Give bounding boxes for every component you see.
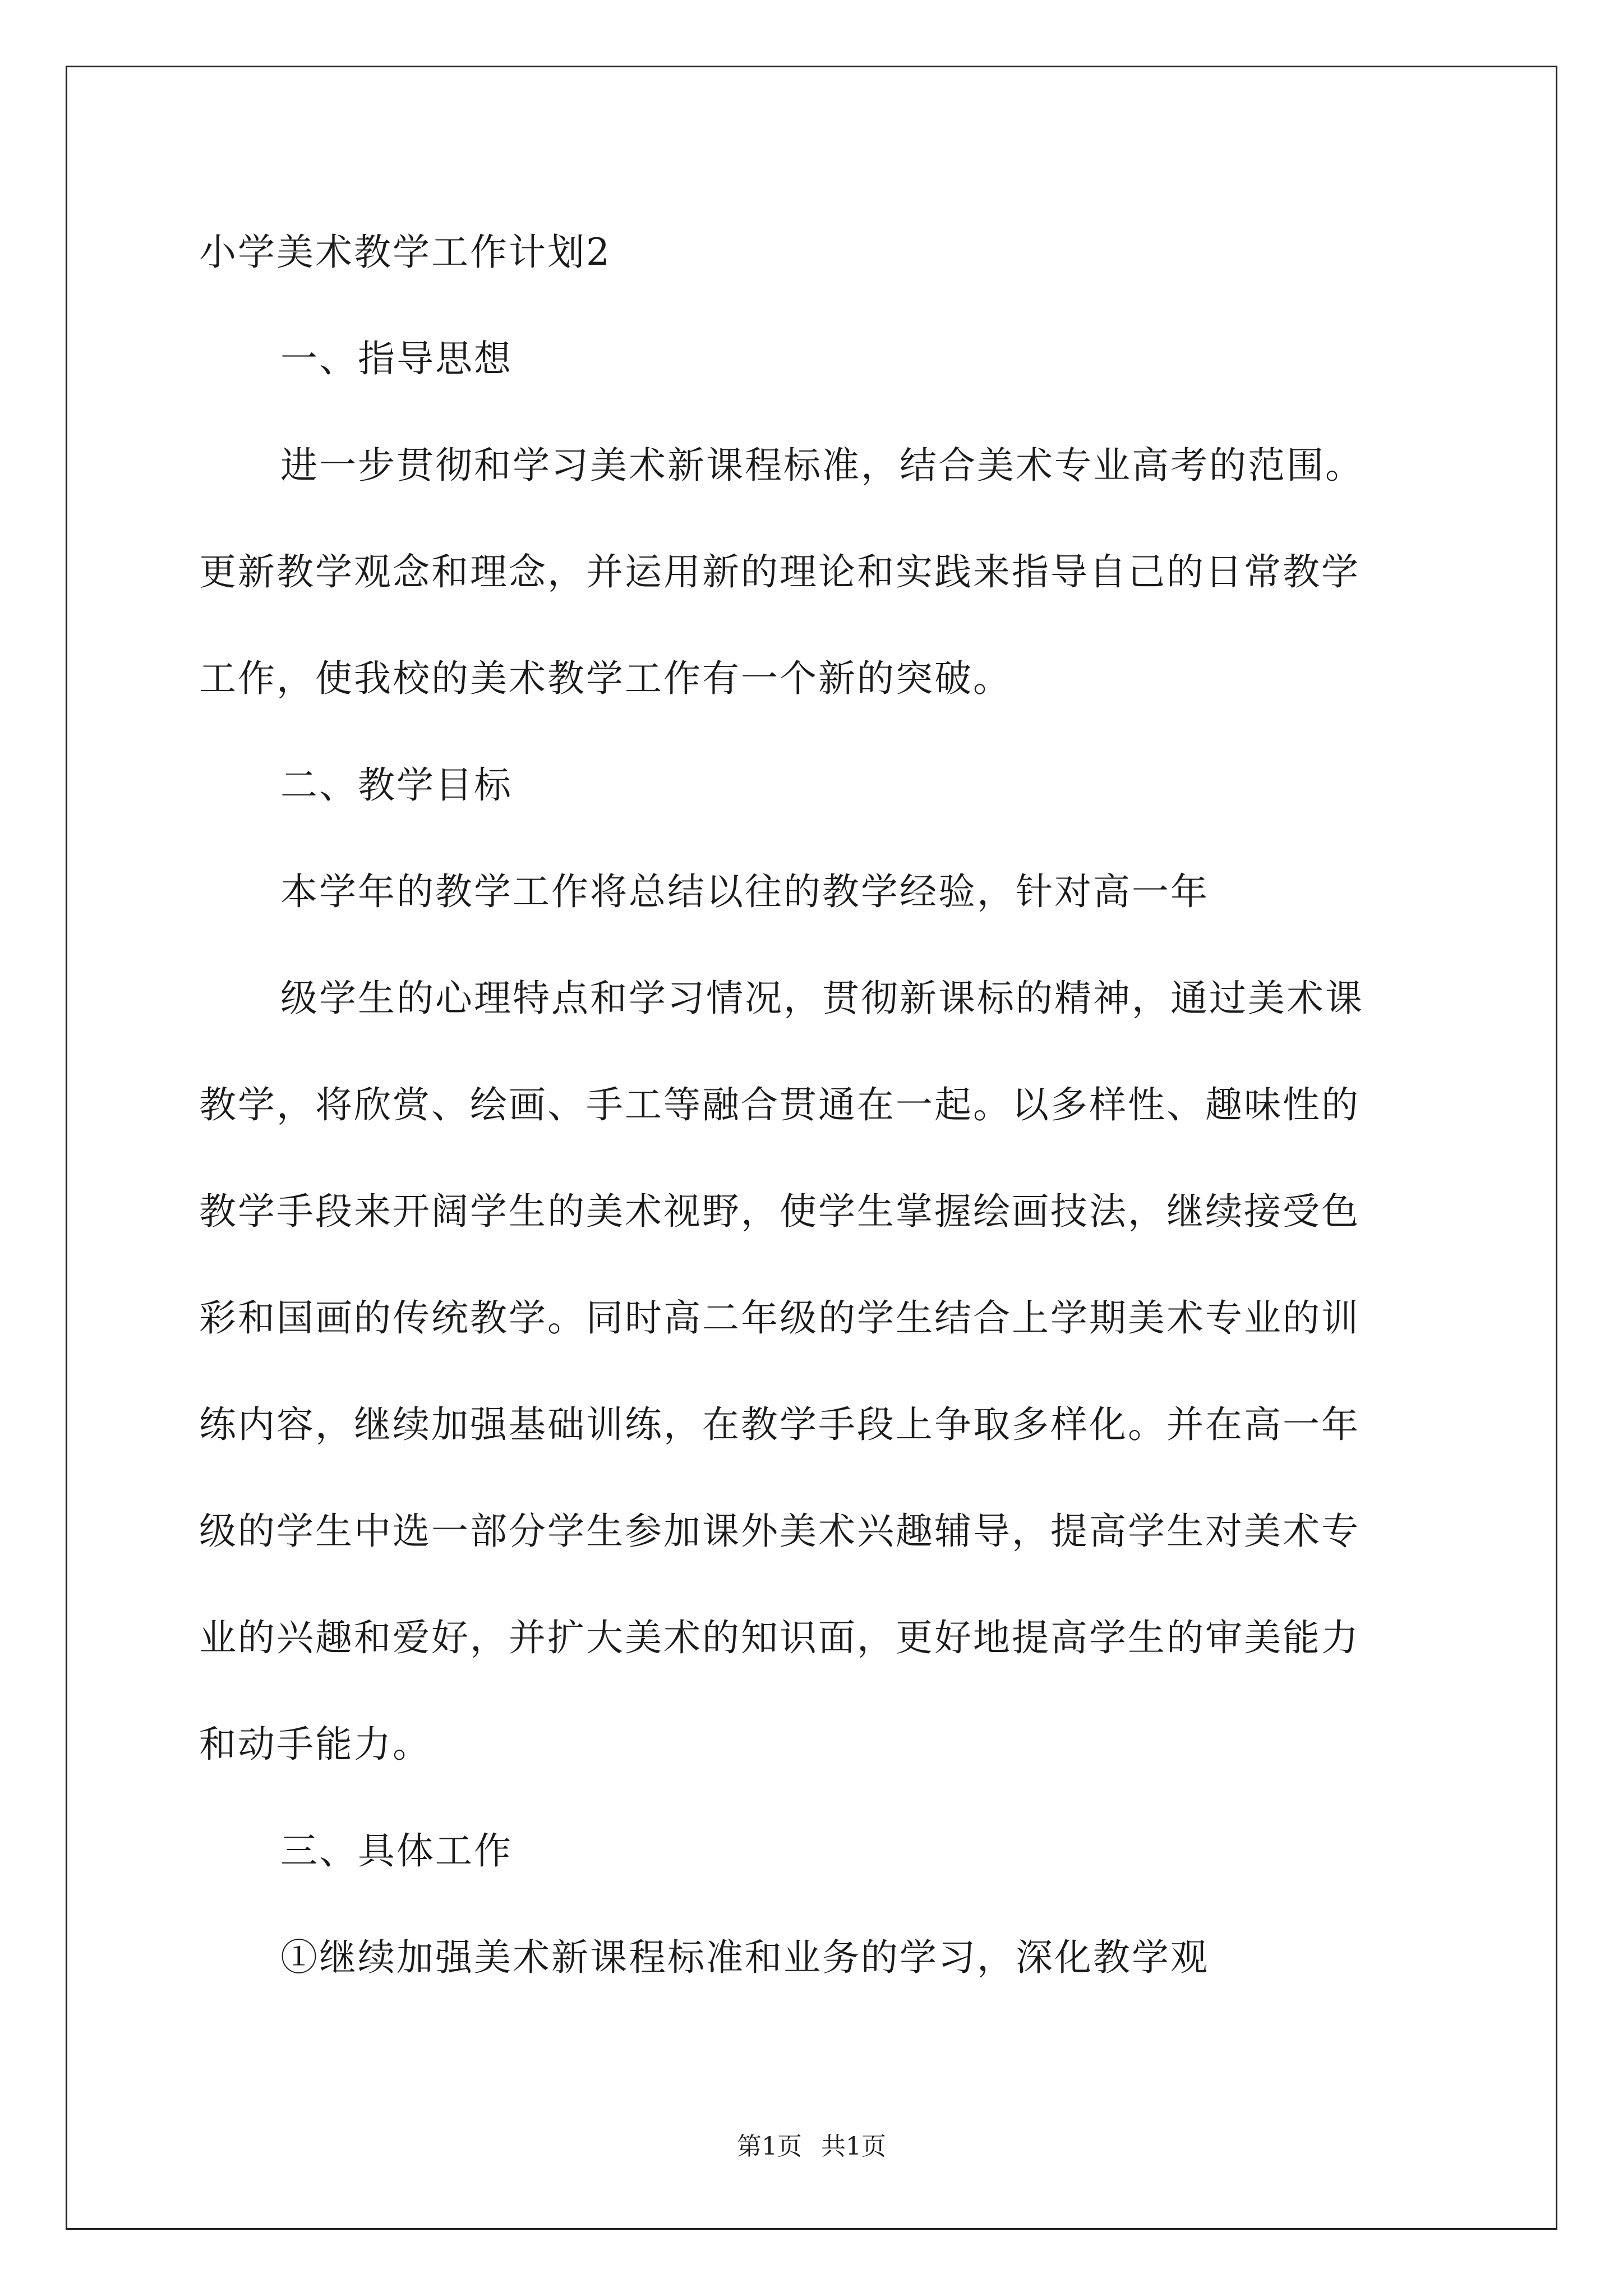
paragraph-line: 进一步贯彻和学习美术新课程标准，结合美术专业高考的范围。 [280,444,1364,487]
paragraph-line: 业的兴趣和爱好，并扩大美术的知识面，更好地提高学生的审美能力 [199,1616,1360,1659]
section-heading-2: 二、教学目标 [280,763,513,807]
paragraph-line: 工作，使我校的美术教学工作有一个新的突破。 [199,657,1012,700]
paragraph-line: 教学手段来开阔学生的美术视野，使学生掌握绘画技法，继续接受色 [199,1190,1360,1233]
page-border [66,66,1557,2230]
paragraph-line: 练内容，继续加强基础训练，在教学手段上争取多样化。并在高一年 [199,1403,1360,1446]
paragraph-line: 和动手能力。 [199,1723,431,1766]
paragraph-line: 本学年的教学工作将总结以往的教学经验，针对高一年 [280,870,1209,913]
paragraph-line: 彩和国画的传统教学。同时高二年级的学生结合上学期美术专业的训 [199,1296,1360,1340]
paragraph-line: ①继续加强美术新课程标准和业务的学习，深化教学观 [280,1936,1209,1979]
page-footer [0,2132,1623,2162]
section-heading-1: 一、指导思想 [280,337,513,380]
paragraph-line: 级学生的心理特点和学习情况，贯彻新课标的精神，通过美术课 [280,977,1364,1020]
page-number: 第1页 [737,2132,802,2161]
paragraph-line: 教学，将欣赏、绘画、手工等融合贯通在一起。以多样性、趣味性的 [199,1083,1360,1126]
document-title: 小学美术教学工作计划2 [199,231,611,274]
paragraph-line: 更新教学观念和理念，并运用新的理论和实践来指导自己的日常教学 [199,550,1360,593]
section-heading-3: 三、具体工作 [280,1829,513,1872]
paragraph-line: 级的学生中选一部分学生参加课外美术兴趣辅导，提高学生对美术专 [199,1510,1360,1553]
page-total: 共1页 [821,2132,886,2161]
